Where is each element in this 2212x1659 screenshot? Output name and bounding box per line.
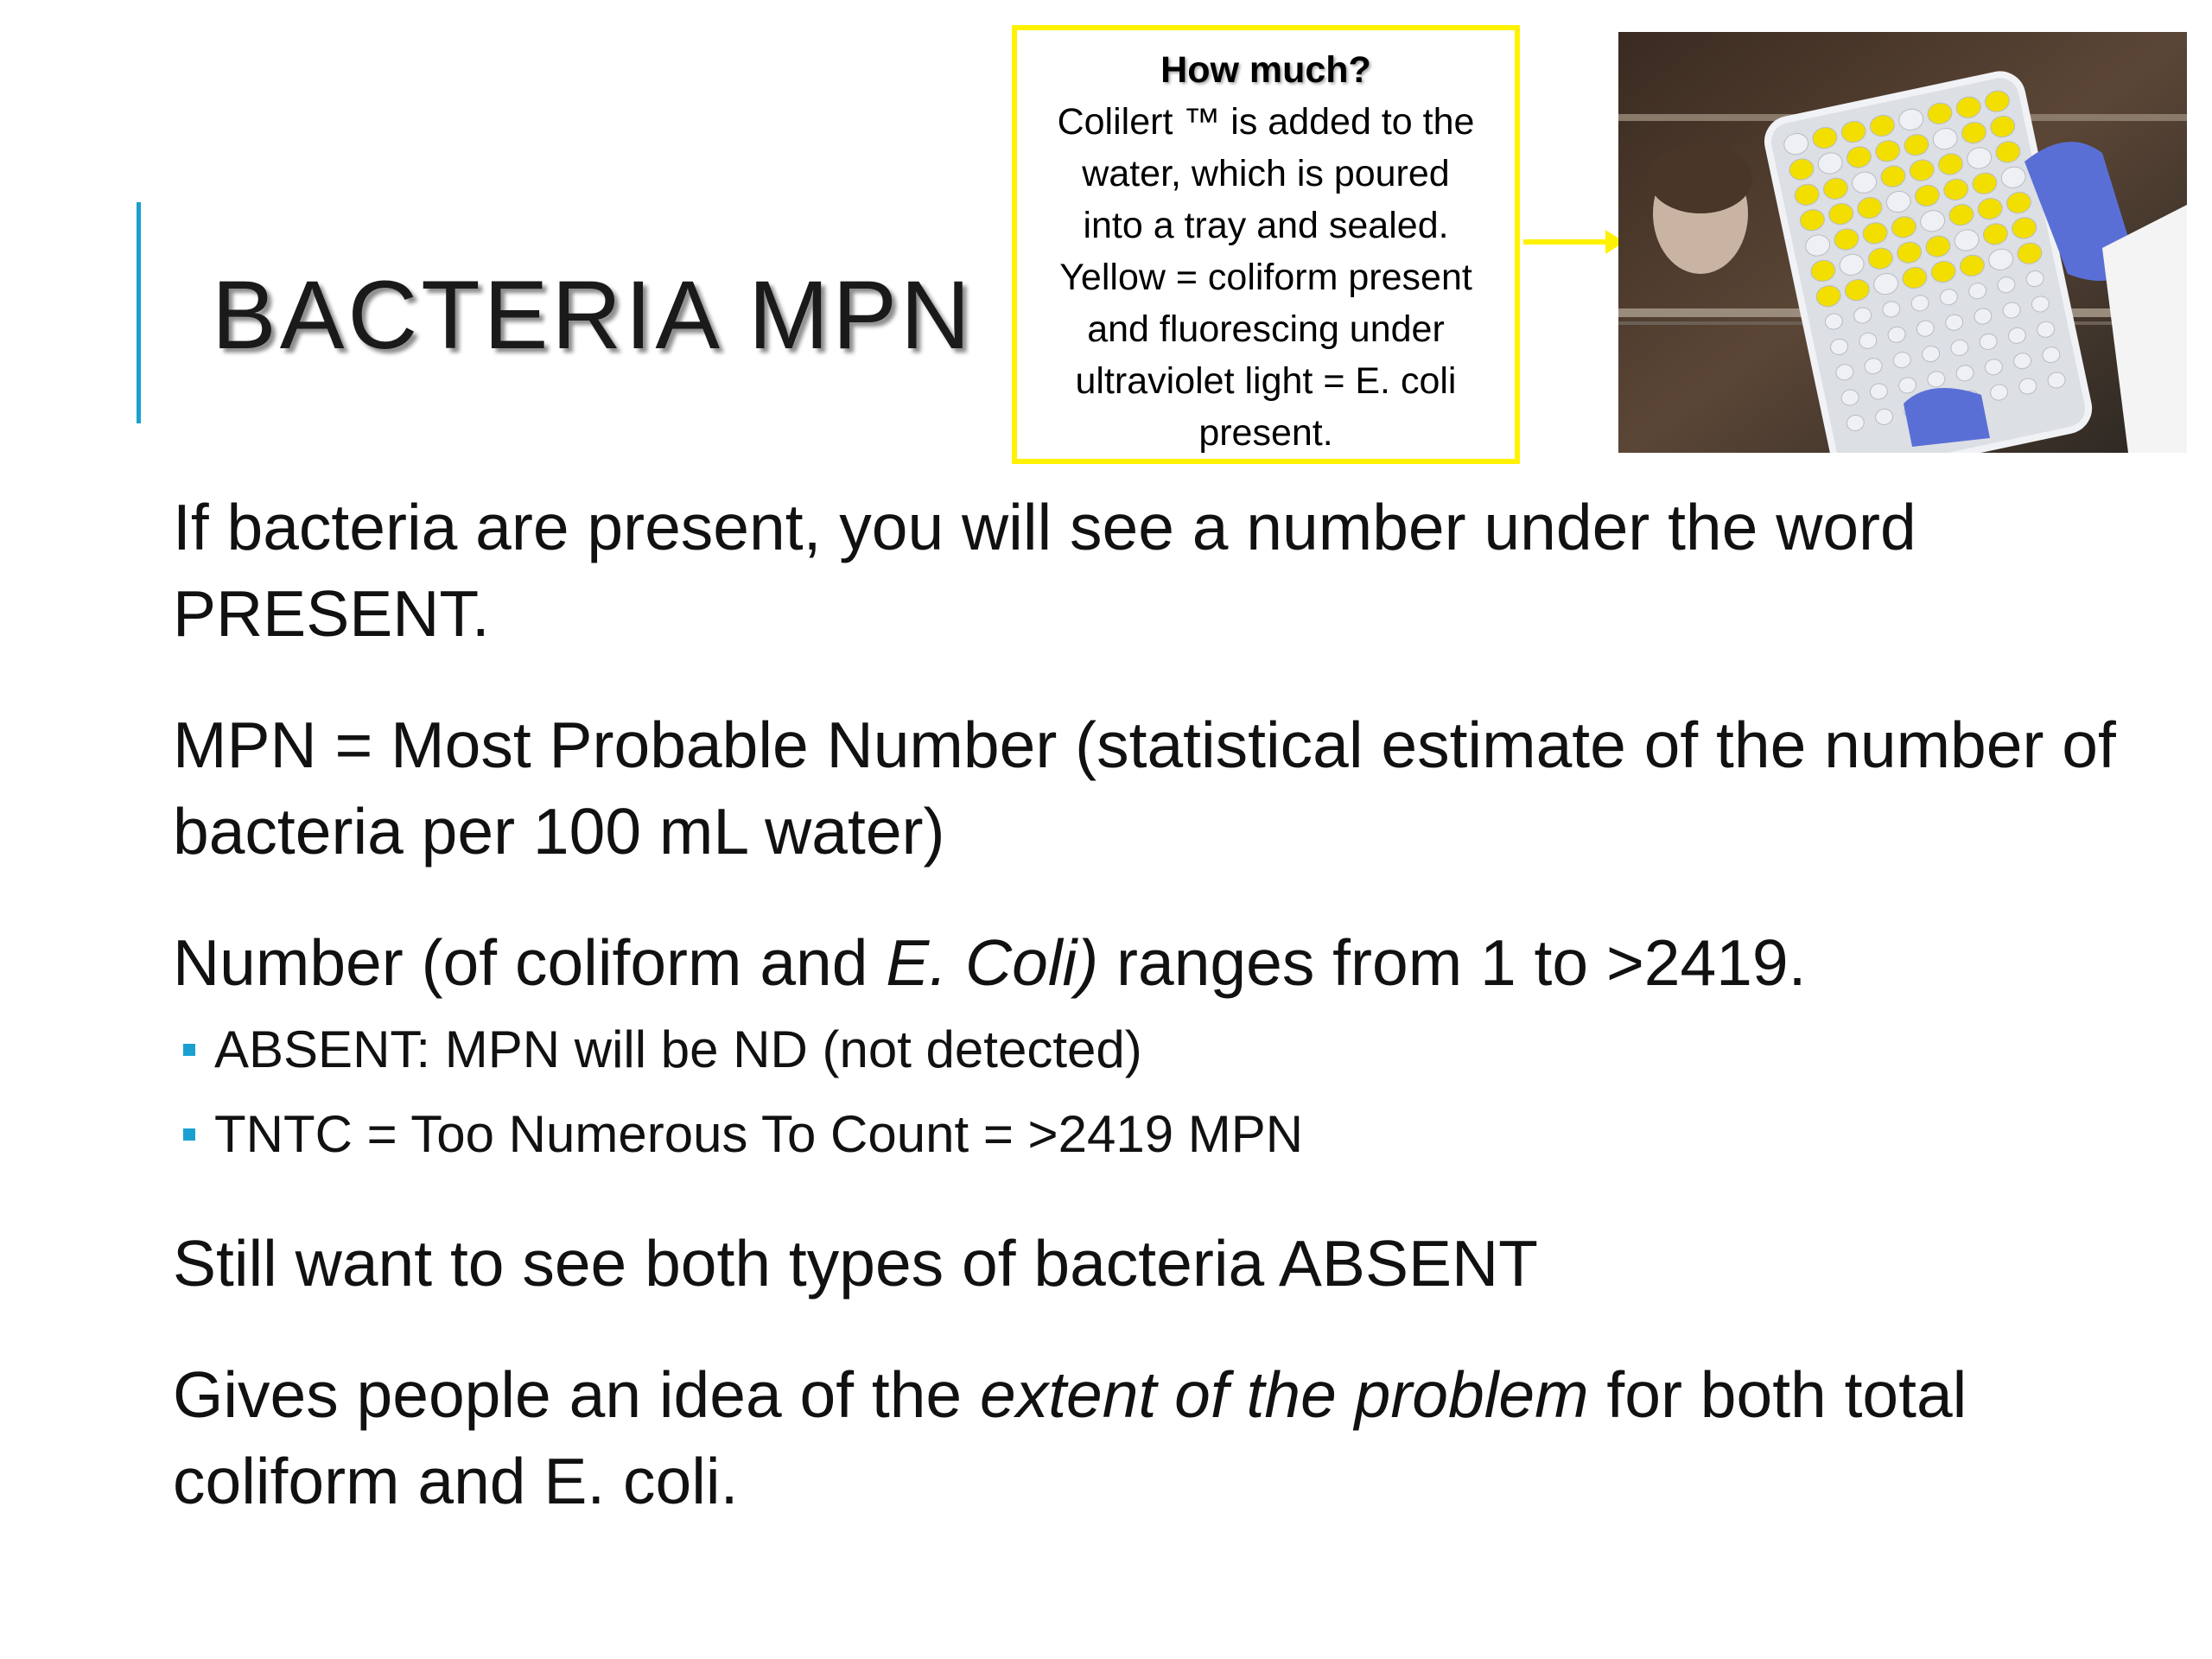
- callout-line: present.: [1198, 412, 1333, 454]
- square-bullet-icon: [183, 1044, 195, 1056]
- range-bullet-list: [173, 1007, 2160, 1177]
- range-italic: E. Coli): [886, 926, 1099, 999]
- callout-line: into a tray and sealed.: [1083, 205, 1449, 246]
- callout-line: Yellow = coliform present: [1059, 257, 1472, 298]
- paragraph-mpn-definition: MPN = Most Probable Number (statistical estimate of the number of bacteria per 100 mL water): [173, 709, 2116, 868]
- bullet-absent: [173, 1007, 2160, 1092]
- callout-line: Colilert ™ is added to the: [1057, 101, 1475, 143]
- paragraph-extent: [173, 1351, 2160, 1524]
- bullet-tntc: [173, 1092, 2160, 1177]
- callout-line: water, which is poured: [1082, 153, 1450, 194]
- callout-heading: How much?: [1160, 49, 1371, 91]
- title-accent-bar: [137, 202, 141, 423]
- right-arrow-icon: [1523, 239, 1610, 245]
- paragraph-absent: Still want to see both types of bacteria ABSENT: [173, 1227, 1538, 1300]
- tray-photo-illustration: [1618, 32, 2187, 453]
- bullet-text: ABSENT: MPN will be ND (not detected): [214, 1020, 1142, 1078]
- range-text-end: ranges from 1 to >2419.: [1098, 926, 1807, 999]
- extent-italic: extent of the problem: [979, 1358, 1589, 1431]
- paragraph-range: [173, 919, 2160, 1006]
- colilert-tray-photo: [1618, 32, 2187, 453]
- slide-body: [173, 484, 2160, 1569]
- extent-text-end: for both total coliform and E. coli.: [173, 1358, 1967, 1517]
- paragraph-present: If bacteria are present, you will see a number under the word PRESENT.: [173, 491, 1916, 650]
- callout-line: ultraviolet light = E. coli: [1075, 360, 1457, 402]
- square-bullet-icon: [183, 1128, 195, 1141]
- bullet-text: TNTC = Too Numerous To Count = >2419 MPN: [214, 1105, 1304, 1163]
- range-text: Number (of coliform and: [173, 926, 887, 999]
- how-much-callout: [1012, 25, 1520, 464]
- callout-line: and fluorescing under: [1087, 308, 1445, 350]
- extent-text: Gives people an idea of the: [173, 1358, 980, 1431]
- slide-title: BACTERIA MPN: [212, 261, 974, 369]
